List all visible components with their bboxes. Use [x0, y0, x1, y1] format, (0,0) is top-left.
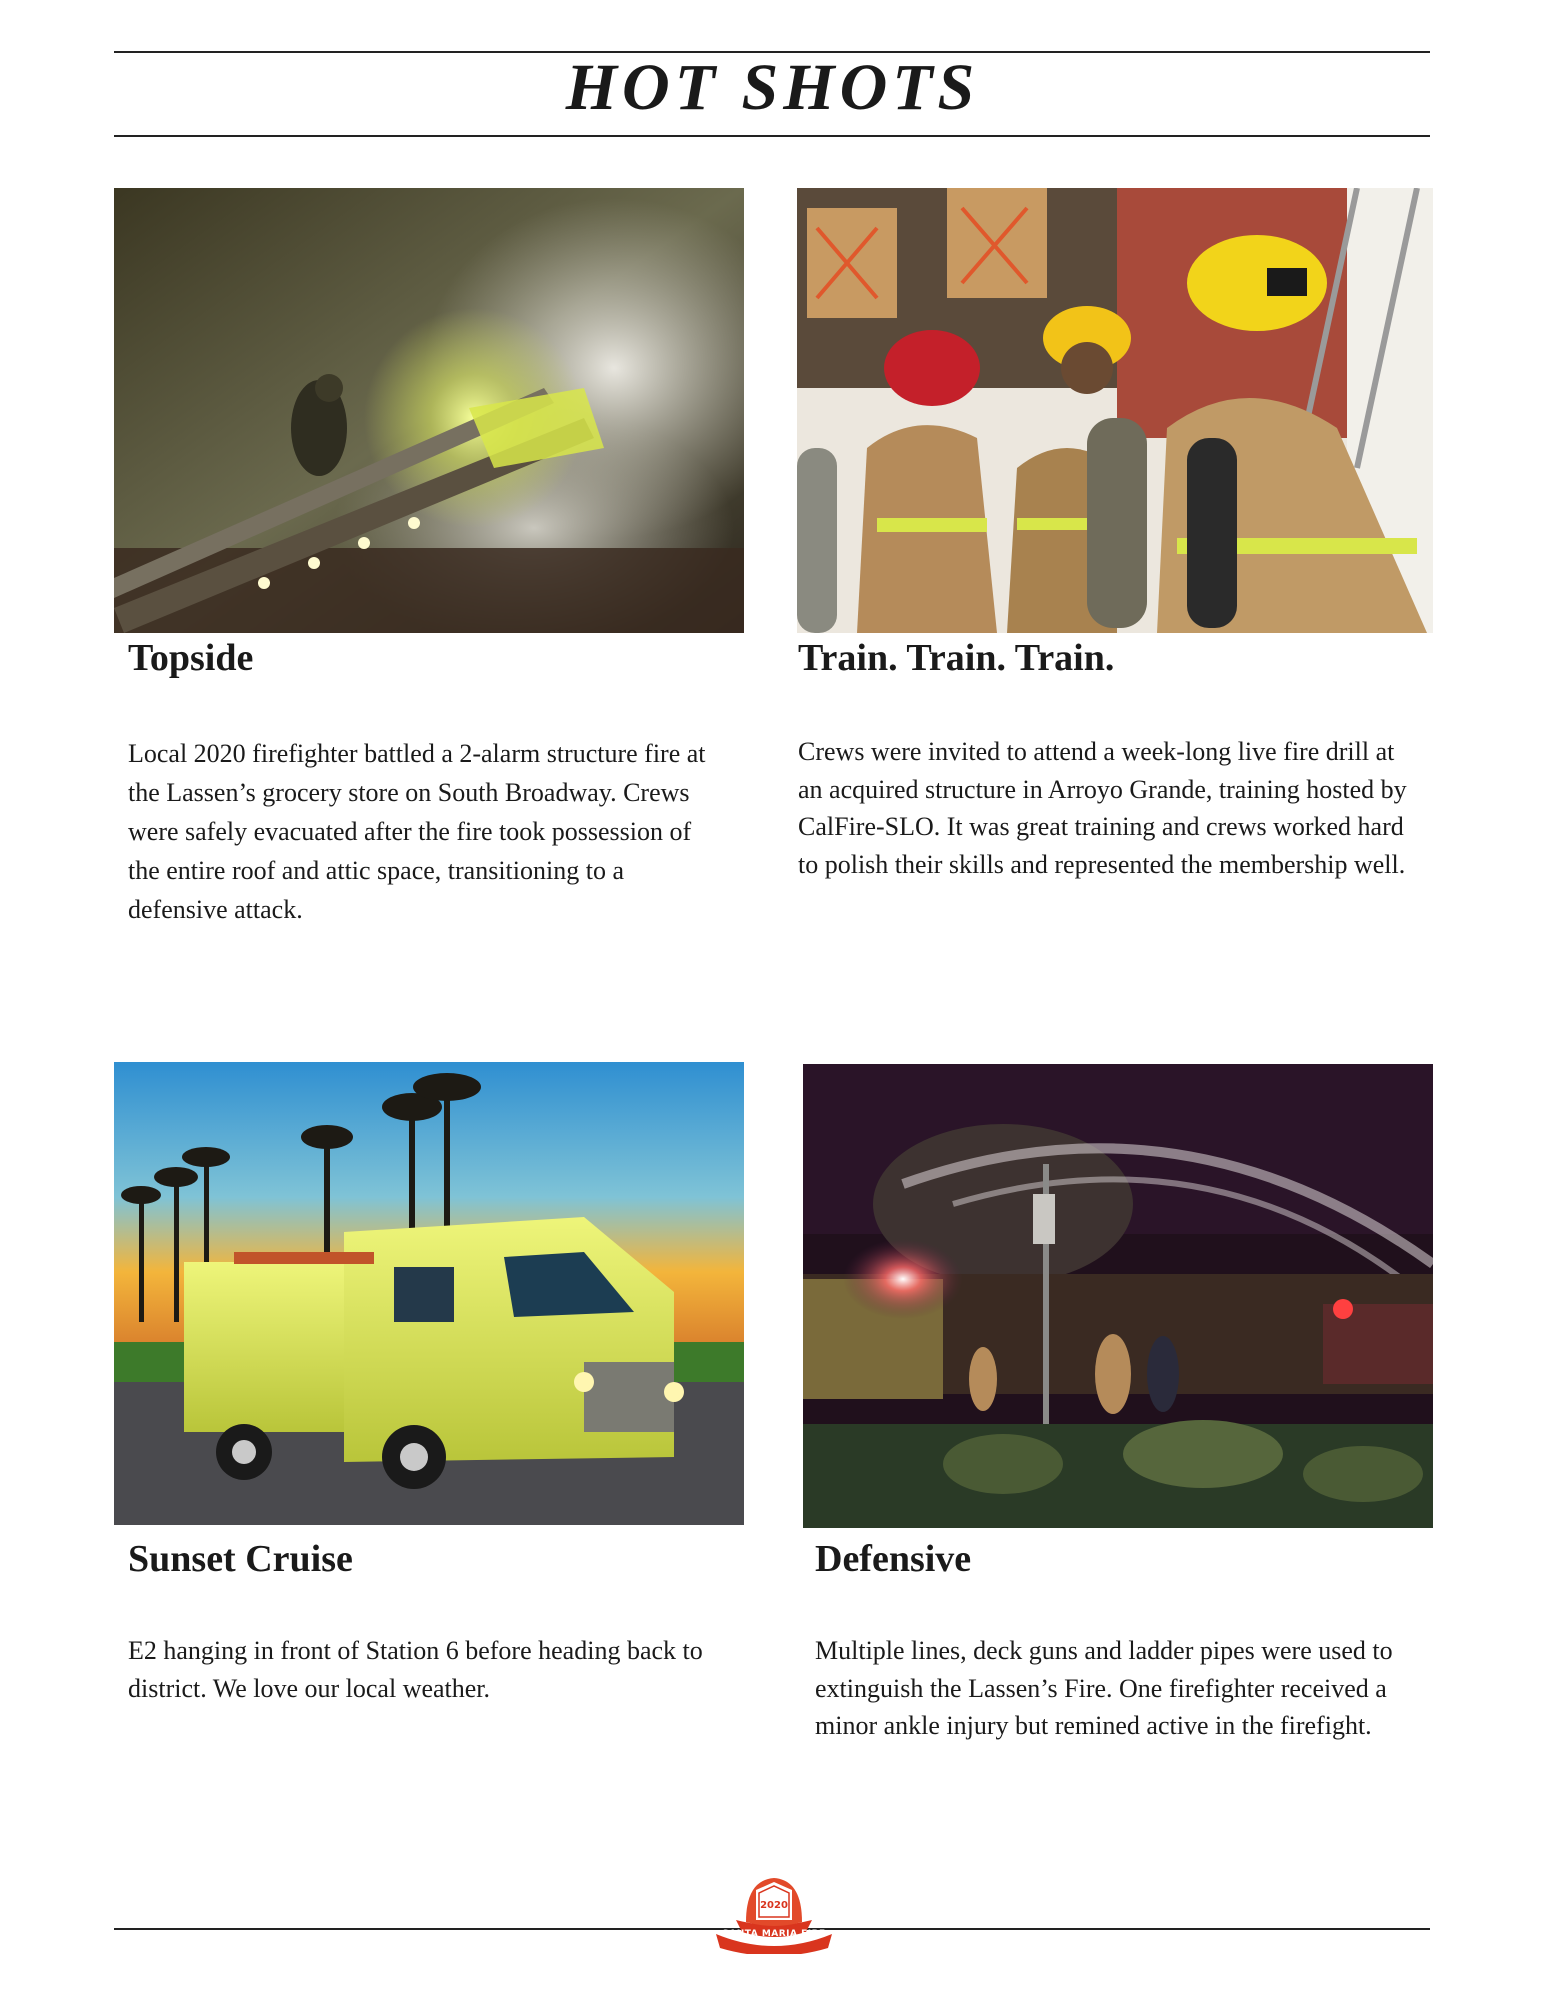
story-body: Local 2020 firefighter battled a 2-alarm structure fire at the Lassen’s grocery store on South Broadway. Crews were safely evacuated after the fire took possession of the entire roof and attic space, transitioning to a defensive attack. [128, 739, 706, 924]
photo-topside [114, 188, 744, 633]
story-title: Defensive [815, 1538, 972, 1580]
photo-sunset-engine [114, 1062, 744, 1525]
logo-label: SANTA MARIA FIRE [722, 1929, 826, 1939]
story-title: Train. Train. Train. [798, 637, 1115, 679]
story-body: Multiple lines, deck guns and ladder pipes were used to extinguish the Lassen’s Fire. One firefighter received a minor ankle injury but remined active in the firefight. [815, 1636, 1393, 1740]
story-body: Crews were invited to attend a week-long live fire drill at an acquired structure in Arroyo Grande, training hosted by CalFire-SLO. It was great training and crews worked hard to polish their skills and represented the membership well. [798, 737, 1407, 879]
page-title: HOT SHOTS [565, 51, 980, 124]
photo-training [797, 188, 1433, 633]
story-title: Topside [128, 637, 254, 679]
logo-number: 2020 [760, 1900, 788, 1911]
story-title: Sunset Cruise [128, 1538, 353, 1580]
photo-defensive [803, 1064, 1433, 1528]
header-bottom-rule [114, 135, 1430, 137]
fire-helmet-badge-icon [712, 1872, 836, 1954]
story-body: E2 hanging in front of Station 6 before heading back to district. We love our local weather. [128, 1636, 703, 1703]
